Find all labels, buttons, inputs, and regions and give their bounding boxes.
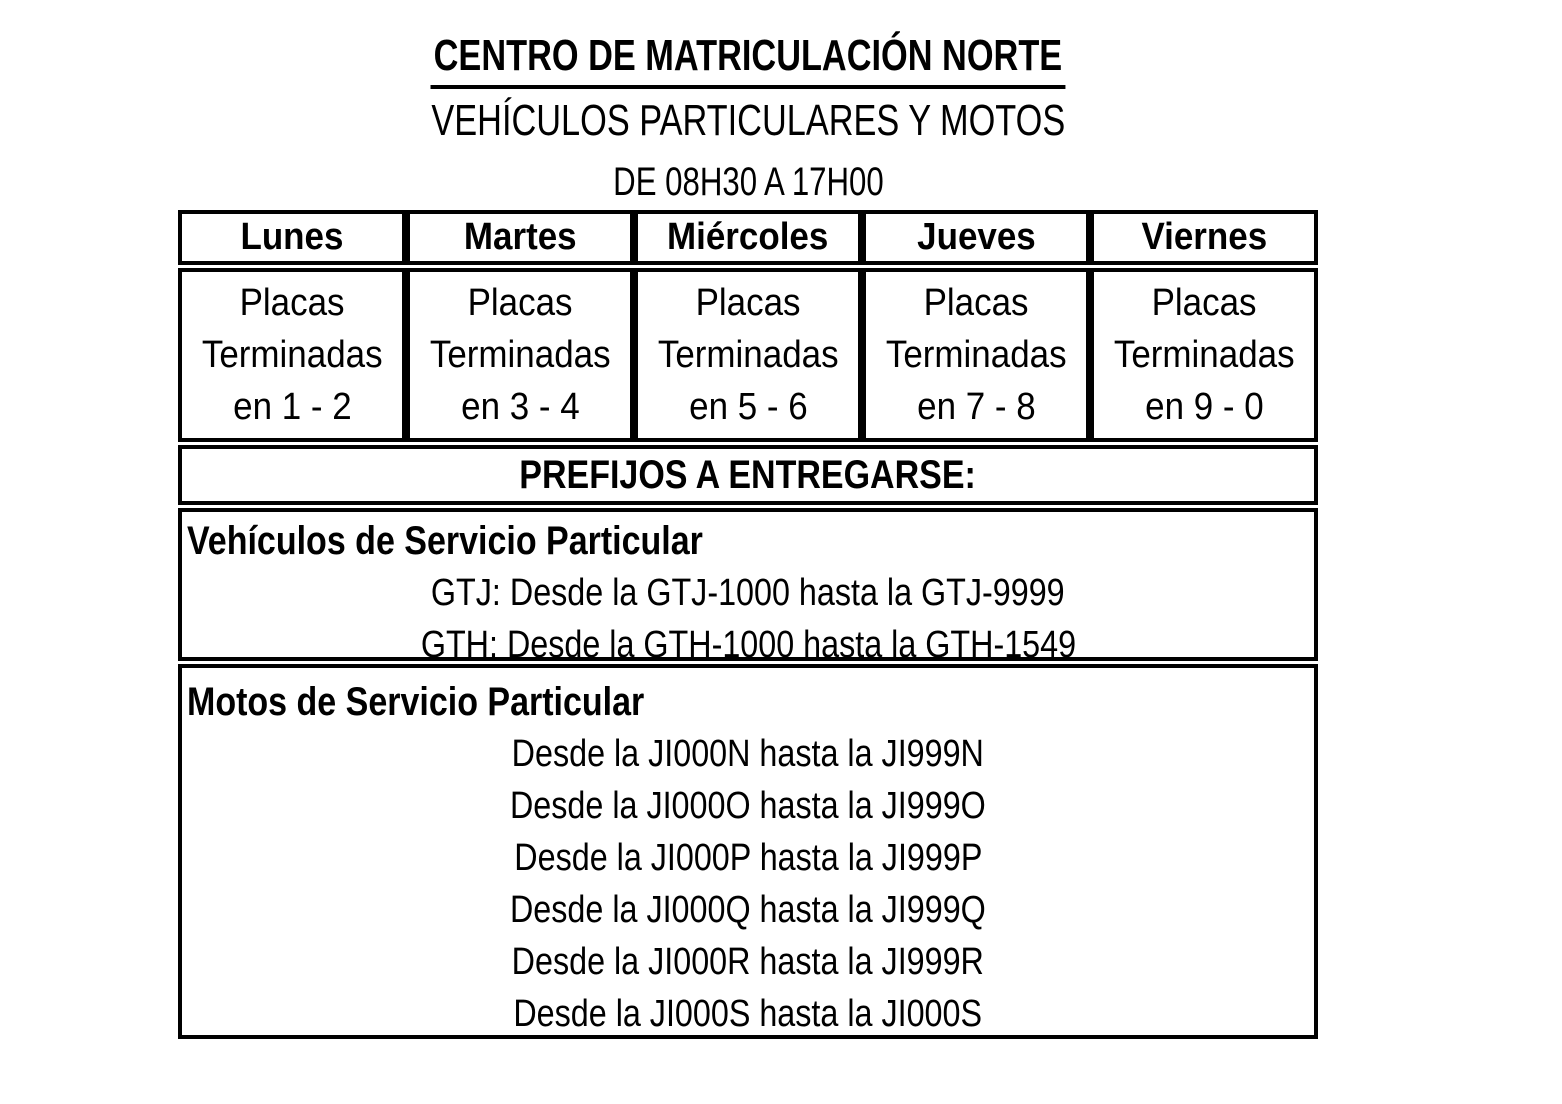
page-subtitle: VEHÍCULOS PARTICULARES Y MOTOS — [431, 96, 1065, 145]
moto-range-line: Desde la JI000O hasta la JI999O — [510, 785, 986, 827]
prefixes-heading-band — [178, 445, 1318, 505]
prefixes-heading: PREFIJOS A ENTREGARSE: — [519, 452, 977, 497]
schedule-table — [178, 210, 1318, 1039]
plates-row — [178, 268, 1318, 442]
schedule-hours: DE 08H30 A 17H00 — [612, 160, 884, 204]
title-block — [178, 30, 1318, 207]
plates-cell-jueves: Placas Terminadas en 7 - 8 — [862, 268, 1090, 442]
vehicles-section-title: Vehículos de Servicio Particular — [187, 519, 703, 563]
plates-cell-lunes: Placas Terminadas en 1 - 2 — [178, 268, 406, 442]
moto-range-line: Desde la JI000N hasta la JI999N — [511, 733, 985, 775]
day-header-cell-jueves: Jueves — [862, 210, 1090, 265]
plates-cell-miercoles: Placas Terminadas en 5 - 6 — [634, 268, 862, 442]
page-title — [178, 30, 1318, 89]
vehicle-range-line: GTJ: Desde la GTJ-1000 hasta la GTJ-9999 — [431, 572, 1065, 614]
motos-section — [178, 664, 1318, 1039]
motos-section-title: Motos de Servicio Particular — [187, 680, 645, 724]
day-header-cell-martes: Martes — [406, 210, 634, 265]
moto-range-line: Desde la JI000R hasta la JI999R — [511, 941, 985, 983]
day-header-cell-miercoles: Miércoles — [634, 210, 862, 265]
plates-cell-martes: Placas Terminadas en 3 - 4 — [406, 268, 634, 442]
moto-range-line: Desde la JI000S hasta la JI000S — [513, 993, 983, 1035]
day-header-cell-viernes: Viernes — [1090, 210, 1318, 265]
moto-range-line: Desde la JI000Q hasta la JI999Q — [510, 889, 986, 931]
plates-cell-viernes: Placas Terminadas en 9 - 0 — [1090, 268, 1318, 442]
day-header-cell-lunes: Lunes — [178, 210, 406, 265]
vehicle-range-line: GTH: Desde la GTH-1000 hasta la GTH-1549 — [420, 624, 1076, 666]
day-header-row — [178, 210, 1318, 265]
moto-range-line: Desde la JI000P hasta la JI999P — [513, 837, 983, 879]
vehicles-section — [178, 508, 1318, 666]
page-title-text: CENTRO DE MATRICULACIÓN NORTE — [431, 30, 1066, 89]
